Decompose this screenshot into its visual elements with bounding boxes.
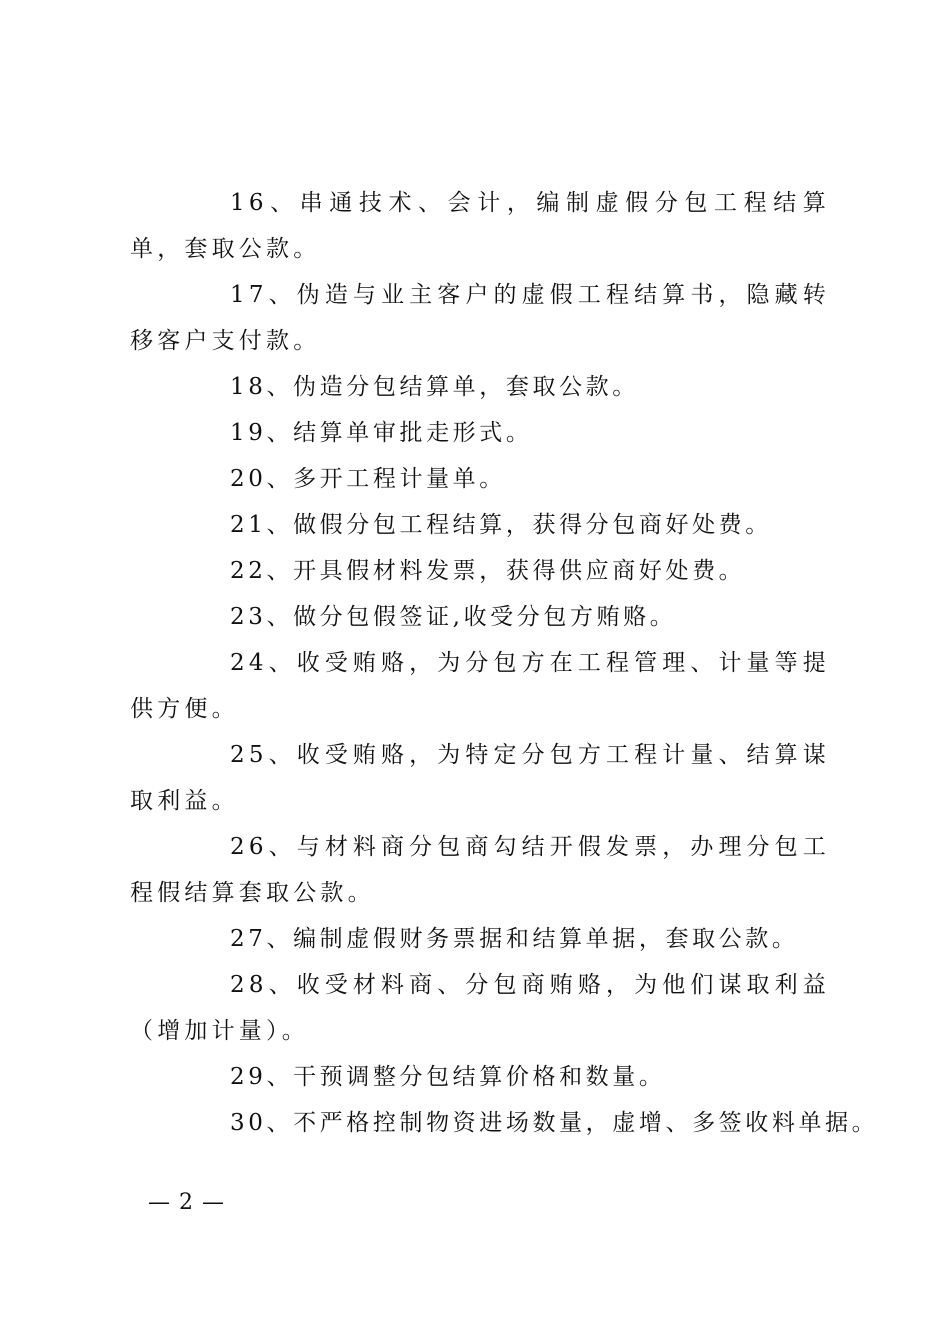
list-item: 18、伪造分包结算单，套取公款。	[230, 374, 639, 400]
item-list	[130, 180, 879, 1146]
list-item: 22、开具假材料发票，获得供应商好处费。	[230, 558, 746, 584]
list-item: 20、多开工程计量单。	[230, 466, 506, 492]
list-item: 16、串通技术、会计，编制虚假分包工程结算单，套取公款。	[130, 190, 830, 262]
list-item: 27、编制虚假财务票据和结算单据，套取公款。	[230, 926, 799, 952]
list-item: 30、不严格控制物资进场数量，虚增、多签收料单据。	[230, 1110, 879, 1136]
list-item: 21、做假分包工程结算，获得分包商好处费。	[230, 512, 772, 538]
list-item: 24、收受贿赂，为分包方在工程管理、计量等提供方便。	[130, 650, 830, 722]
list-item: 17、伪造与业主客户的虚假工程结算书，隐藏转移客户支付款。	[130, 282, 830, 354]
list-item: 28、收受材料商、分包商贿赂，为他们谋取利益（增加计量）。	[130, 972, 830, 1044]
list-item: 29、干预调整分包结算价格和数量。	[230, 1064, 666, 1090]
page-number: — 2 —	[148, 1190, 225, 1215]
list-item: 19、结算单审批走形式。	[230, 420, 533, 446]
list-item: 25、收受贿赂，为特定分包方工程计量、结算谋取利益。	[130, 742, 830, 814]
list-item: 26、与材料商分包商勾结开假发票，办理分包工程假结算套取公款。	[130, 834, 830, 906]
list-item: 23、做分包假签证,收受分包方贿赂。	[230, 604, 677, 630]
